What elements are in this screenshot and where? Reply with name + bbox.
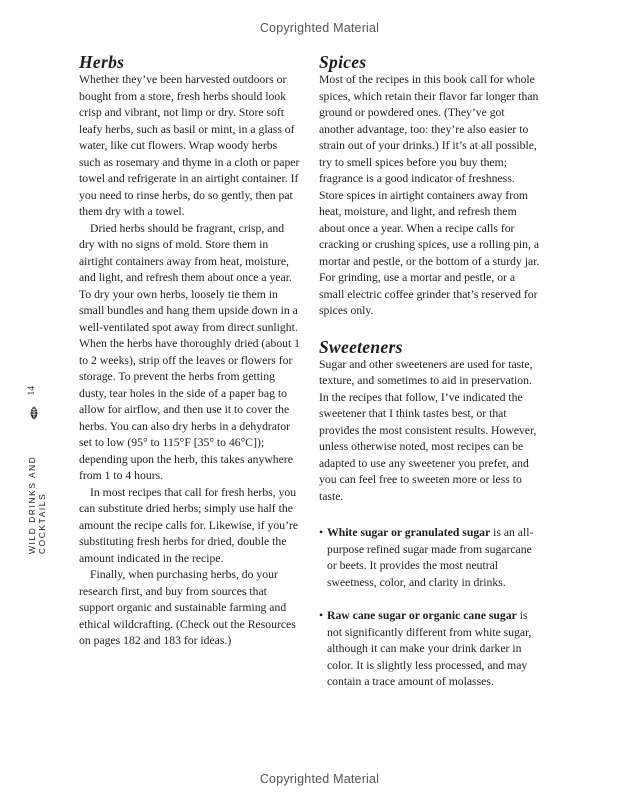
- herbs-paragraph: Finally, when purchasing herbs, do your research first, and buy from sources that support organic and sustainable farming and ethical wildcrafting. (Check out the Resources on pages 182 and 183 for ideas.): [79, 568, 296, 647]
- sweeteners-list: [319, 525, 541, 691]
- list-item-text: is not significantly different from white sugar, although it can make your drink darker in color. It is slightly less processed, and may contain a trace amount of molasses.: [327, 609, 532, 688]
- leaf-icon: [28, 406, 40, 420]
- spices-heading: Spices: [319, 52, 367, 72]
- spices-sweeteners-column: [319, 52, 541, 691]
- herbs-paragraph: Whether they’ve been harvested outdoors or bought from a store, fresh herbs should look crisp and vibrant, not limp or dry. Store soft leafy herbs, such as basil or mint, in a glass of water, like cut flowers. Wrap woody herbs such as rosemary and thyme in a cloth or paper towel and refrigerate in an airtight container. If you need to rinse herbs, do so gently, then pat them dry with a towel.: [79, 73, 300, 218]
- list-item-text: is an all-purpose refined sugar made from sugarcane or beets. It provides the most neutral sweetness, color, and clarity in drinks.: [327, 526, 534, 589]
- running-footer: [27, 386, 47, 554]
- book-title: WILD DRINKS AND COCKTAILS: [27, 455, 47, 554]
- herbs-paragraph: In most recipes that call for fresh herbs, you can substitute dried herbs; simply use half the amount the recipe calls for. Likewise, if you’re substituting fresh herbs for dried, double the amount indicated in the recipe.: [79, 485, 299, 565]
- copyright-watermark-bottom: Copyrighted Material: [259, 772, 380, 786]
- page-number: 14: [27, 386, 37, 396]
- copyright-watermark-top: Copyrighted Material: [259, 21, 380, 35]
- list-item: [319, 608, 541, 691]
- sweeteners-paragraph: Sugar and other sweeteners are used for taste, texture, and sometimes to aid in preservation. In the recipes that follow, I’ve indicated the sweetener that I think tastes best, or that provides the most consistent results. However, unless otherwise noted, most recipes can be adapted to use any sweetener you prefer, and you can feel free to sweeten more or less to taste.: [319, 357, 537, 503]
- list-item-term: Raw cane sugar or organic cane sugar: [327, 609, 517, 622]
- herbs-heading: Herbs: [79, 52, 125, 72]
- sweeteners-heading: Sweeteners: [319, 336, 403, 357]
- herbs-column: [79, 52, 301, 650]
- herbs-paragraph: Dried herbs should be fragrant, crisp, and dry with no signs of mold. Store them in airtight containers away from heat, moisture, and light, and refresh them about once a year. To dry your own herbs, loosely tie them in small bundles and hang them upside down in a well-ventilated spot away from direct sunlight. When the herbs have thoroughly dried (about 1 to 2 weeks), strip off the leaves or flowers for storage. To prevent the herbs from getting dusty, tear holes in the side of a paper bag to allow for airflow, and then use it to cover the herbs. You can also dry herbs in a dehydrator set to low (95° to 115°F [35° to 46°C]); depending upon the herb, this takes anywhere from 1 to 4 hours.: [79, 221, 301, 482]
- spices-paragraph: Most of the recipes in this book call for whole spices, which retain their flavor far longer than ground or powdered ones. (They’ve got another advantage, too: they’re also easier to strain out of your drinks.) If it’s at all possible, try to smell spices before you buy them; fragrance is a good indicator of freshness. Store spices in airtight containers away from heat, moisture, and light, and refresh them about once a year. When a recipe calls for cracking or crushing spices, use a rolling pin, a mortar and pestle, or the bottom of a sturdy jar. For grinding, use a mortar and pestle, or a small electric coffee grinder that’s reserved for spices only.: [319, 73, 540, 317]
- list-item-term: White sugar or granulated sugar: [327, 526, 491, 539]
- list-item: [319, 525, 541, 591]
